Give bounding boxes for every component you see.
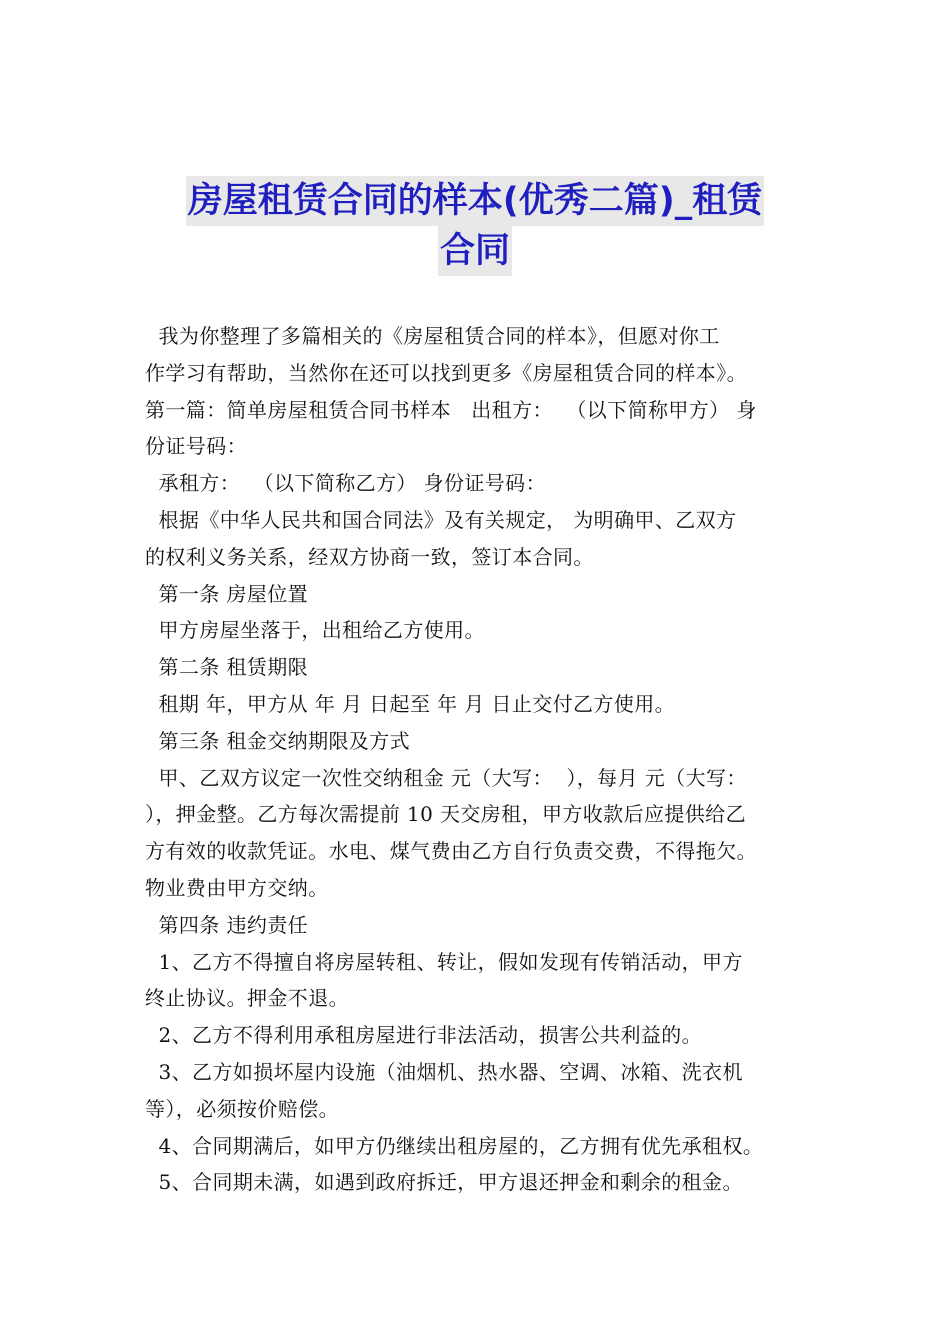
body-line: 第一篇：简单房屋租赁合同书样本 出租方： （以下简称甲方） 身: [145, 397, 757, 422]
document-body: [145, 318, 825, 1201]
section-heading: 第四条 违约责任: [145, 912, 309, 937]
body-line: 1、乙方不得擅自将房屋转租、转让，假如发现有传销活动，甲方: [145, 949, 743, 974]
body-line: 甲、乙双方议定一次性交纳租金 元（大写： ），每月 元（大写：: [145, 765, 747, 790]
section-heading: 第三条 租金交纳期限及方式: [145, 728, 411, 753]
body-line: 物业费由甲方交纳。: [145, 875, 329, 900]
body-line: 3、乙方如损坏屋内设施（油烟机、热水器、空调、冰箱、洗衣机: [145, 1059, 743, 1084]
body-line: 承租方： （以下简称乙方） 身份证号码：: [145, 471, 546, 496]
body-line: 方有效的收款凭证。水电、煤气费由乙方自行负责交费，不得拖欠。: [145, 839, 757, 864]
body-line: 5、合同期未满，如遇到政府拆迁，甲方退还押金和剩余的租金。: [145, 1170, 743, 1195]
body-line: 根据《中华人民共和国合同法》及有关规定， 为明确甲、乙双方: [145, 507, 737, 532]
body-line: 的权利义务关系，经双方协商一致，签订本合同。: [145, 544, 594, 569]
body-line: 我为你整理了多篇相关的《房屋租赁合同的样本》，但愿对你工: [145, 324, 720, 348]
body-line: 作学习有帮助，当然你在还可以找到更多《房屋租赁合同的样本》。: [145, 360, 747, 385]
section-heading: 第二条 租赁期限: [145, 655, 309, 680]
body-line: 甲方房屋坐落于，出租给乙方使用。: [145, 618, 485, 643]
title-line-1: 房屋租赁合同的样本(优秀二篇)_租赁: [186, 176, 765, 226]
body-line: 4、合同期满后，如甲方仍继续出租房屋的，乙方拥有优先承租权。: [145, 1133, 764, 1158]
body-line: ），押金整。乙方每次需提前 10 天交房租，甲方收款后应提供给乙: [145, 802, 746, 827]
body-line: 租期 年，甲方从 年 月 日起至 年 月 日止交付乙方使用。: [145, 691, 676, 716]
section-heading: 第一条 房屋位置: [145, 581, 309, 606]
body-line: 2、乙方不得利用承租房屋进行非法活动，损害公共利益的。: [145, 1023, 703, 1048]
document-title: [120, 176, 830, 276]
title-line-2: 合同: [438, 226, 512, 276]
body-line: 终止协议。押金不退。: [145, 986, 349, 1011]
body-line: 份证号码：: [145, 434, 247, 459]
body-line: 等），必须按价赔偿。: [145, 1096, 339, 1121]
